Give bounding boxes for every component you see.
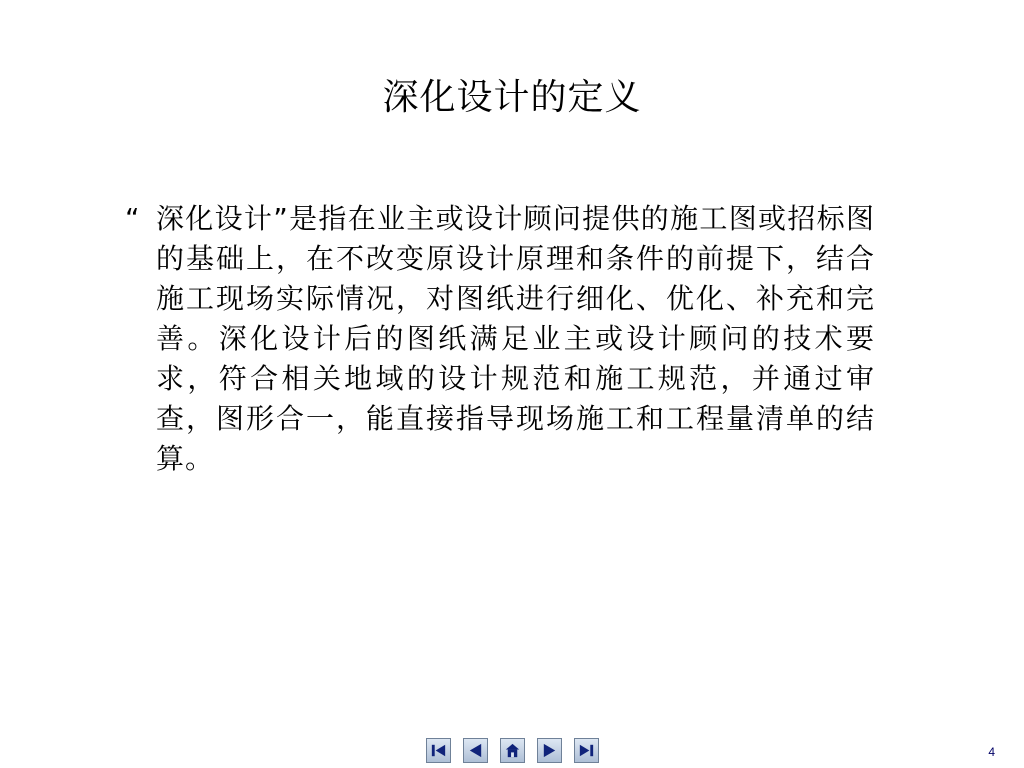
last-slide-icon — [577, 741, 596, 760]
opening-quote-mark: “ — [125, 202, 140, 235]
next-slide-icon — [540, 741, 559, 760]
page-number: 4 — [988, 745, 995, 759]
previous-slide-icon — [466, 741, 485, 760]
home-icon — [503, 741, 522, 760]
home-button[interactable] — [500, 738, 525, 763]
slide-title: 深化设计的定义 — [382, 77, 642, 118]
slide-body — [125, 199, 875, 479]
previous-slide-button[interactable] — [463, 738, 488, 763]
slide-navigation-bar — [426, 738, 599, 764]
definition-paragraph: 深化设计”是指在业主或设计顾问提供的施工图或招标图的基础上，在不改变原设计原理和条件的前提下，结合施工现场实际情况，对图纸进行细化、优化、补充和完善。深化设计后的图纸满足业主或设计顾问的技术要求，符合相关地域的设计规范和施工规范，并通过审查，图形合一，能直接指导现场施工和工程量清单的结算。 — [156, 202, 875, 475]
last-slide-button[interactable] — [574, 738, 599, 763]
first-slide-button[interactable] — [426, 738, 451, 763]
next-slide-button[interactable] — [537, 738, 562, 763]
first-slide-icon — [429, 741, 448, 760]
